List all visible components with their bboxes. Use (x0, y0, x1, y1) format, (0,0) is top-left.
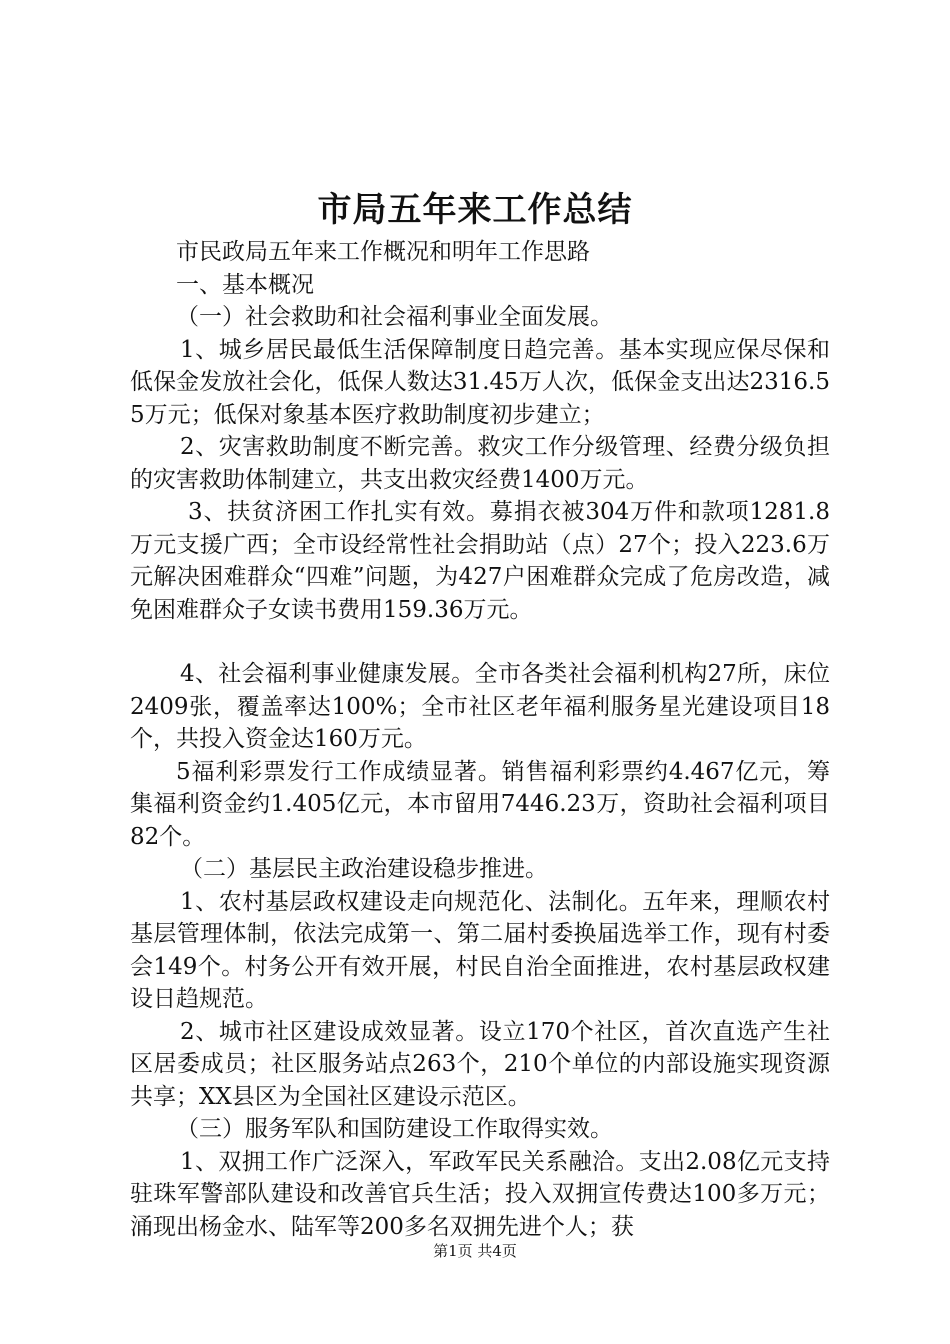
paragraph-welfare-lottery: 5福利彩票发行工作成绩显著。销售福利彩票约4.467亿元，筹集福利资金约1.405亿元，本市留用7446.23万，资助社会福利项目82个。 (130, 758, 830, 850)
document-title: 市局五年来工作总结 (317, 190, 633, 230)
section-heading-basic-overview: 一、基本概况 (176, 271, 314, 298)
page-number-footer: 第1页 共4页 (433, 1242, 517, 1260)
subsection-heading-social-assistance: （一）社会救助和社会福利事业全面发展。 (176, 304, 613, 330)
paragraph-social-welfare: 4、社会福利事业健康发展。全市各类社会福利机构27所，床位2409张，覆盖率达100%；全市社区老年福利服务星光建设项目18个，共投入资金达160万元。 (130, 661, 830, 752)
paragraph-disaster-relief: 2、灾害救助制度不断完善。救灾工作分级管理、经费分级负担的灾害救助体制建立，共支出救灾经费1400万元。 (130, 434, 830, 493)
document-body (130, 236, 830, 1243)
paragraph-rural-governance: 1、农村基层政权建设走向规范化、法制化。五年来，理顺农村基层管理体制，依法完成第一、第二届村委换届选举工作，现有村委会149个。村务公开有效开展，村民自治全面推进，农村基层政权建设日趋规范。 (130, 888, 830, 1012)
paragraph-military-civilian-relations: 1、双拥工作广泛深入，军政军民关系融洽。支出2.08亿元支持驻珠军警部队建设和改善官兵生活；投入双拥宣传费达100多万元；涌现出杨金水、陆军等200多名双拥先进个人；获 (130, 1148, 830, 1240)
paragraph-minimum-living-security: 1、城乡居民最低生活保障制度日趋完善。基本实现应保尽保和低保金发放社会化，低保人数达31.45万人次，低保金支出达2316.55万元；低保对象基本医疗救助制度初步建立； (130, 336, 830, 428)
subsection-heading-military-service: （三）服务军队和国防建设工作取得实效。 (176, 1116, 613, 1142)
subsection-heading-grassroots-democracy: （二）基层民主政治建设稳步推进。 (180, 856, 548, 882)
paragraph-urban-community: 2、城市社区建设成效显著。设立170个社区，首次直选产生社区居委成员；社区服务站点263个，210个单位的内部设施实现资源共享；XX县区为全国社区建设示范区。 (130, 1018, 830, 1110)
paragraph-poverty-relief: 3、扶贫济困工作扎实有效。募捐衣被304万件和款项1281.8万元支援广西；全市设经常性社会捐助站（点）27个；投入223.6万元解决困难群众“四难”问题，为427户困难群众完成了危房改造，减免困难群众子女读书费用159.36万元。 (130, 499, 830, 623)
paragraph-subtitle: 市民政局五年来工作概况和明年工作思路 (176, 239, 590, 265)
